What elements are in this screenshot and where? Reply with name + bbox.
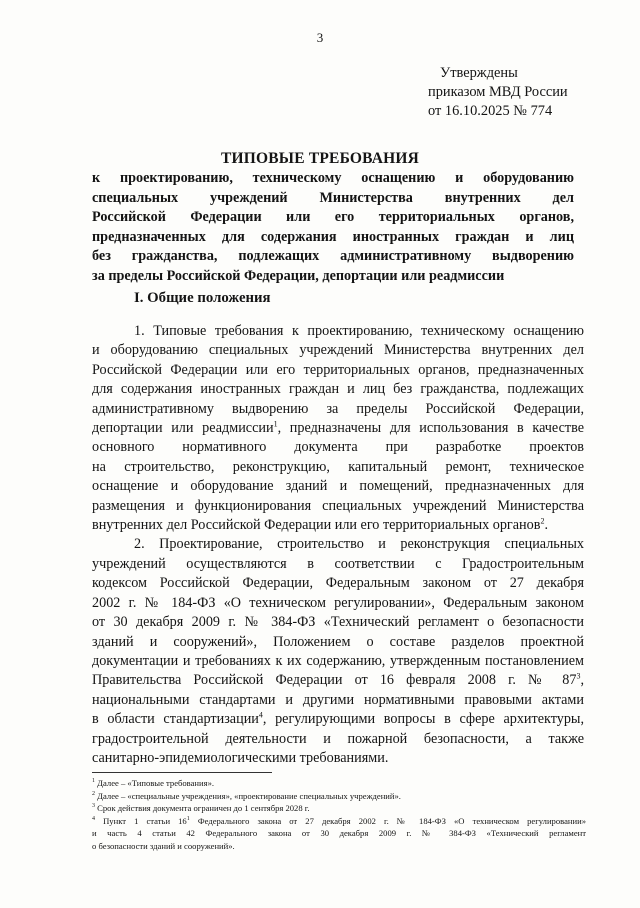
document-subtitle bbox=[92, 169, 574, 287]
paragraph-1-line: оснащение и оборудование зданий и помещений, предназначенных для bbox=[92, 478, 584, 495]
approval-line-1: Утверждены bbox=[440, 65, 518, 81]
subtitle-line: к проектированию, техническому оснащению и оборудованию bbox=[92, 170, 574, 186]
paragraph-2-line: кодексом Российской Федерации, Федеральным законом от 27 декабря bbox=[92, 575, 584, 592]
paragraph-2-line bbox=[92, 710, 584, 729]
footnote-ref-2: 2 bbox=[540, 516, 545, 526]
text-fragment: , регулирующими вопросы в сфере архитектуры, bbox=[262, 711, 584, 728]
footnote-number: 3 bbox=[92, 803, 95, 810]
text-fragment: в области стандартизации bbox=[92, 711, 259, 728]
footnote-number: 4 bbox=[92, 815, 95, 822]
footnote-1 bbox=[92, 777, 586, 790]
footnote-4-line-3: о безопасности зданий и сооружений». bbox=[92, 840, 235, 851]
footnote-text: Далее – «Типовые требования». bbox=[95, 778, 215, 788]
footnote-number: 2 bbox=[92, 790, 95, 797]
text-fragment: , bbox=[580, 672, 584, 689]
paragraph-2-line: градостроительной деятельности и пожарной безопасности, а также bbox=[92, 730, 584, 747]
paragraph-1-line: Российской Федерации или его территориальных органов, предназначенных bbox=[92, 361, 584, 378]
footnotes bbox=[92, 777, 586, 853]
footnote-ref-4: 4 bbox=[258, 710, 263, 720]
subtitle-line: предназначенных для содержания иностранных граждан и лиц bbox=[92, 228, 574, 245]
footnote-text: Далее – «специальные учреждения», «проектирование специальных учреждений». bbox=[95, 790, 401, 801]
paragraph-2-line: документации и требованиях к их содержанию, утвержденным постановлением bbox=[92, 652, 584, 669]
subtitle-line: без гражданства, подлежащих административному выдворению bbox=[92, 248, 574, 265]
paragraph-2-line: зданий и сооружений», Положением о составе разделов проектной bbox=[92, 633, 584, 650]
text-fragment: , предназначены для использования в качестве bbox=[277, 420, 584, 437]
text-fragment: Правительства Российской Федерации от 16 февраля 2008 г. № 87 bbox=[92, 672, 577, 689]
footnote-ref-1: 1 bbox=[273, 419, 278, 429]
paragraph-1-line: административному выдворению за пределы Российской Федерации, bbox=[92, 400, 584, 417]
footnote-2 bbox=[92, 790, 586, 803]
body-text bbox=[92, 322, 584, 768]
footnote-4 bbox=[92, 815, 586, 828]
section-heading: I. Общие положения bbox=[134, 290, 271, 306]
subtitle-line: за пределы Российской Федерации, депортации или реадмиссии bbox=[92, 267, 505, 284]
paragraph-1-line: 1. Типовые требования к проектированию, техническому оснащению bbox=[134, 323, 584, 339]
approval-line-2: приказом МВД России bbox=[428, 84, 568, 100]
footnote-ref-3: 3 bbox=[576, 671, 581, 681]
text-fragment: внутренних дел Российской Федерации или его территориальных органов bbox=[92, 517, 541, 534]
paragraph-2-line: от 30 декабря 2009 г. № 384-ФЗ «Технический регламент о безопасности bbox=[92, 614, 584, 631]
text-fragment: . bbox=[544, 517, 548, 534]
paragraph-1-line: и оборудованию специальных учреждений Министерства внутренних дел bbox=[92, 342, 584, 359]
footnote-3 bbox=[92, 802, 586, 815]
text-fragment: депортации или реадмиссии bbox=[92, 420, 274, 437]
page-number: 3 bbox=[316, 30, 324, 45]
footnote-divider bbox=[92, 772, 272, 773]
paragraph-1-line: на строительство, реконструкцию, капитальный ремонт, техническое bbox=[92, 458, 584, 475]
paragraph-1-line bbox=[92, 419, 584, 438]
paragraph-2-line bbox=[92, 671, 584, 690]
paragraph-2-line: санитарно-эпидемиологическими требованиями. bbox=[92, 749, 389, 766]
footnote-text: Срок действия документа ограничен до 1 сентября 2028 г. bbox=[95, 803, 310, 814]
paragraph-1-line bbox=[92, 516, 584, 535]
paragraph-1-line: основного нормативного документа при разработке проектов bbox=[92, 439, 584, 456]
document-title: ТИПОВЫЕ ТРЕБОВАНИЯ bbox=[220, 150, 420, 167]
paragraph-2-line: 2002 г. № 184-ФЗ «О техническом регулировании», Федеральным законом bbox=[92, 594, 584, 611]
footnote-text: Федерального закона от 27 декабря 2002 г. № 184-ФЗ «О техническом регулировании» bbox=[189, 815, 586, 826]
paragraph-1-line: размещения и функционирования специальных учреждений Министерства bbox=[92, 497, 584, 514]
subtitle-line: Российской Федерации или его территориальных органов, bbox=[92, 209, 574, 226]
footnote-inline-sup: 1 bbox=[186, 815, 190, 822]
footnote-text: Пункт 1 статьи 16 bbox=[95, 815, 187, 826]
approval-stamp bbox=[428, 64, 588, 121]
footnote-4-line-2: и часть 4 статьи 42 Федерального закона от 30 декабря 2009 г. № 384-ФЗ «Технический регламент bbox=[92, 828, 586, 839]
approval-line-3: от 16.10.2025 № 774 bbox=[428, 103, 553, 119]
paragraph-2-line: национальными стандартами и другими нормативными правовыми актами bbox=[92, 691, 584, 708]
paragraph-1-line: для содержания иностранных граждан и лиц без гражданства, подлежащих bbox=[92, 381, 584, 398]
paragraph-2-line: учреждений осуществляются в соответствии с Градостроительным bbox=[92, 555, 584, 572]
subtitle-line: специальных учреждений Министерства внутренних дел bbox=[92, 189, 574, 206]
footnote-number: 1 bbox=[92, 778, 95, 785]
paragraph-2-line: 2. Проектирование, строительство и реконструкция специальных bbox=[134, 536, 584, 553]
